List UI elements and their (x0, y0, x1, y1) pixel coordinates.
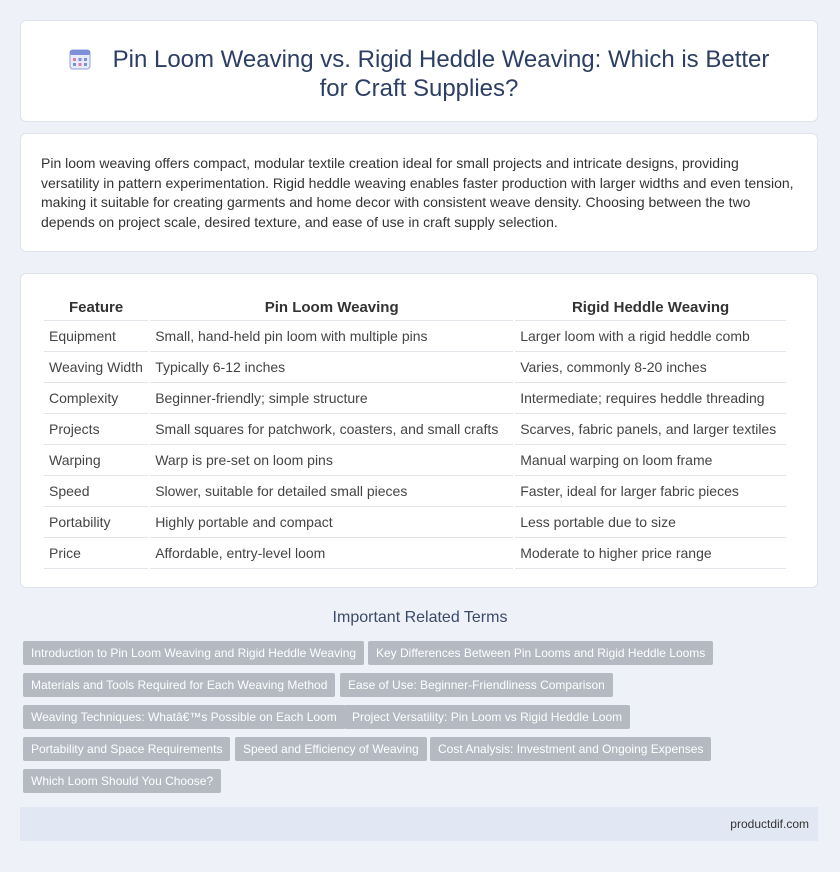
table-body (44, 321, 786, 569)
related-term-tag[interactable]: Weaving Techniques: Whatâ€™s Possible on Each Loom (23, 705, 345, 729)
rigid-heddle-cell: Intermediate; requires heddle threading (515, 383, 786, 414)
rigid-heddle-cell: Manual warping on loom frame (515, 445, 786, 476)
feature-cell: Equipment (44, 321, 148, 352)
table-row (44, 383, 786, 414)
rigid-heddle-cell: Less portable due to size (515, 507, 786, 538)
pin-loom-cell: Affordable, entry-level loom (150, 538, 513, 569)
comparison-table-card (20, 273, 818, 588)
header-feature: Feature (44, 294, 148, 321)
pin-loom-cell: Typically 6-12 inches (150, 352, 513, 383)
page-title (21, 45, 817, 103)
table-header-row (44, 294, 786, 321)
comparison-table (42, 294, 788, 569)
feature-cell: Weaving Width (44, 352, 148, 383)
related-term-tag[interactable]: Ease of Use: Beginner-Friendliness Comparison (340, 673, 613, 697)
feature-cell: Warping (44, 445, 148, 476)
rigid-heddle-cell: Scarves, fabric panels, and larger textiles (515, 414, 786, 445)
title-card (20, 20, 818, 122)
related-term-tag[interactable]: Materials and Tools Required for Each Weaving Method (23, 673, 335, 697)
related-term-tag[interactable]: Introduction to Pin Loom Weaving and Rigid Heddle Weaving (23, 641, 364, 665)
pin-loom-cell: Beginner-friendly; simple structure (150, 383, 513, 414)
footer-site: productdif.com (730, 817, 809, 831)
pin-loom-cell: Small squares for patchwork, coasters, and small crafts (150, 414, 513, 445)
pin-loom-cell: Warp is pre-set on loom pins (150, 445, 513, 476)
footer (20, 807, 818, 841)
title-text: Pin Loom Weaving vs. Rigid Heddle Weaving: Which is Better for Craft Supplies? (112, 46, 770, 102)
related-term-tag[interactable]: Cost Analysis: Investment and Ongoing Expenses (430, 737, 711, 761)
summary-card (20, 133, 818, 252)
table-row (44, 414, 786, 445)
feature-cell: Projects (44, 414, 148, 445)
pin-loom-cell: Slower, suitable for detailed small pieces (150, 476, 513, 507)
related-term-tag[interactable]: Which Loom Should You Choose? (23, 769, 221, 793)
summary-paragraph: Pin loom weaving offers compact, modular textile creation ideal for small projects and intricate designs, providing versatility in pattern experimentation. Rigid heddle weaving enables faster production with larger widths and even tension, making it suitable for creating garments and home decor with consistent weave density. Choosing between the two depends on project scale, desired texture, and ease of use in craft supply selection. (41, 155, 794, 230)
table-row (44, 445, 786, 476)
feature-cell: Speed (44, 476, 148, 507)
rigid-heddle-cell: Faster, ideal for larger fabric pieces (515, 476, 786, 507)
related-term-tag[interactable]: Project Versatility: Pin Loom vs Rigid Heddle Loom (344, 705, 630, 729)
rigid-heddle-cell: Moderate to higher price range (515, 538, 786, 569)
pin-loom-cell: Small, hand-held pin loom with multiple pins (150, 321, 513, 352)
related-term-tag[interactable]: Key Differences Between Pin Looms and Rigid Heddle Looms (368, 641, 713, 665)
table-row (44, 538, 786, 569)
table-row (44, 476, 786, 507)
calendar-grid-icon (69, 48, 91, 70)
header-pin-loom: Pin Loom Weaving (150, 294, 513, 321)
header-rigid-heddle: Rigid Heddle Weaving (515, 294, 786, 321)
pin-loom-cell: Highly portable and compact (150, 507, 513, 538)
related-terms-heading: Important Related Terms (332, 609, 508, 626)
table-row (44, 507, 786, 538)
rigid-heddle-cell: Larger loom with a rigid heddle comb (515, 321, 786, 352)
table-row (44, 321, 786, 352)
table-row (44, 352, 786, 383)
feature-cell: Portability (44, 507, 148, 538)
related-term-tag[interactable]: Portability and Space Requirements (23, 737, 230, 761)
feature-cell: Complexity (44, 383, 148, 414)
rigid-heddle-cell: Varies, commonly 8-20 inches (515, 352, 786, 383)
related-term-tag[interactable]: Speed and Efficiency of Weaving (235, 737, 427, 761)
feature-cell: Price (44, 538, 148, 569)
